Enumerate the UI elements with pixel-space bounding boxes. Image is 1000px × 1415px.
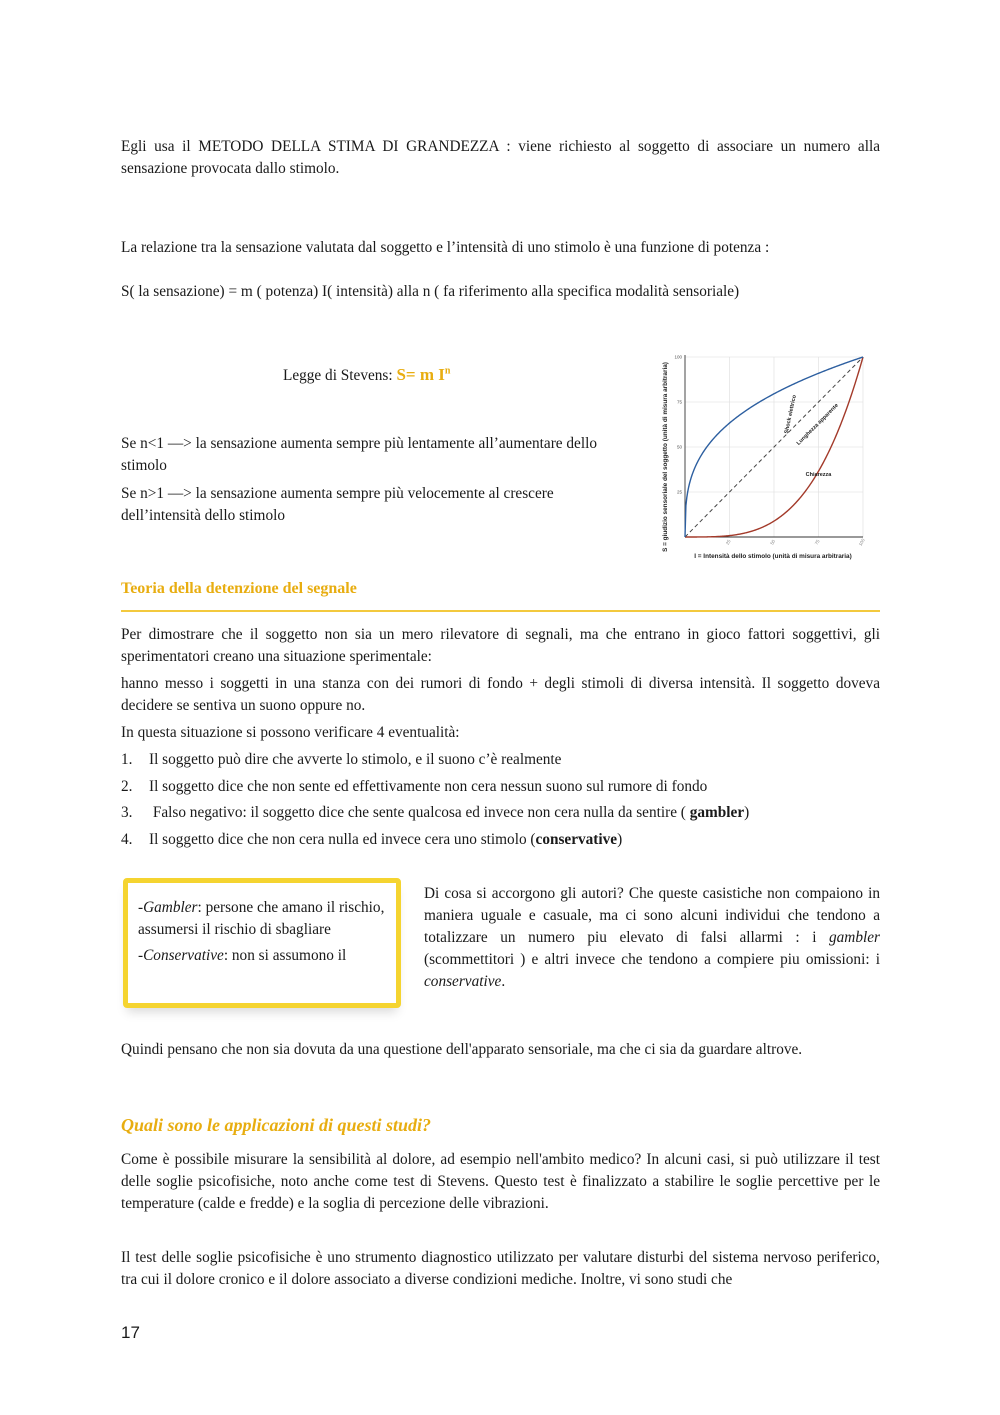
paragraph-3: In questa situazione si possono verificare 4 eventualità:: [121, 724, 460, 741]
formula-description: S( la sensazione) = m ( potenza) I( intensità) alla n ( fa riferimento alla specifica modalità sensoriale): [121, 283, 740, 300]
x-tick-label: 50: [769, 538, 777, 546]
definitions-box: [123, 878, 401, 1008]
paragraph-1: Per dimostrare che il soggetto non sia un mero rilevatore di segnali, ma che entrano in gioco fattori soggettivi, gli sperimentatori creano una situazione sperimentale:: [121, 626, 880, 665]
intro-paragraph: Egli usa il METODO DELLA STIMA DI GRANDEZZA : viene richiesto al soggetto di associare un numero alla sensazione provocata dallo stimolo.: [121, 138, 880, 177]
y-tick-label: 100: [674, 354, 682, 360]
page-number: 17: [121, 1323, 140, 1342]
y-tick-label: 50: [676, 444, 682, 450]
gambler-definition: -Gambler: persone che amano il rischio, assumersi il rischio di sbagliare: [138, 899, 385, 938]
list-item: 1. Il soggetto può dire che avverte lo stimolo, e il suono c’è realmente: [121, 751, 562, 768]
n-less-than-one: Se n<1 —> la sensazione aumenta sempre più lentamente all’aumentare dello stimolo: [121, 435, 597, 474]
chart-y-label: S = giudizio sensoriale del soggetto (unità di misura arbitraria): [662, 362, 669, 552]
stevens-label: Legge di Stevens:: [283, 367, 397, 384]
conclusion-paragraph: Quindi pensano che non sia dovuta da una questione dell'apparato sensoriale, ma che ci sia da guardare altrove.: [121, 1041, 803, 1058]
chart-x-label: I = Intensità dello stimolo (unità di misura arbitraria): [694, 553, 852, 560]
authors-observation: Di cosa si accorgono gli autori? Che queste casistiche non compaiono in maniera uguale e casuale, ma ci sono alcuni individui che tendono a totalizzare un numero piu elevato di falsi allarmi : i gambler (scommettitori ) e altri invece che tendono a compiere piu omissioni: i conservative.: [424, 885, 880, 990]
section-heading-signal-detection: Teoria della detenzione del segnale: [121, 580, 357, 597]
conservative-definition: -Conservative: non si assumono il: [138, 947, 347, 964]
relation-paragraph: La relazione tra la sensazione valutata dal soggetto e l’intensità di uno stimolo è una funzione di potenza :: [121, 239, 770, 256]
n-greater-than-one: Se n>1 —> la sensazione aumenta sempre più velocemente al crescere dell’intensità dello stimolo: [121, 485, 554, 524]
paragraph-2: hanno messo i soggetti in una stanza con dei rumori di fondo + degli stimoli di diversa intensità. Il soggetto doveva decidere se sentiva un suono oppure no.: [121, 675, 880, 714]
stevens-formula: S= m $I^n$: [396, 365, 451, 384]
series-label: Lunghezza apparente: [795, 402, 840, 447]
x-tick-label: 25: [724, 538, 732, 546]
list-item: 2. Il soggetto dice che non sente ed effettivamente non cera nessun suono sul rumore di fondo: [121, 778, 708, 795]
stevens-law: [283, 365, 450, 385]
y-tick-label: 75: [676, 399, 682, 405]
list-item: 3. Falso negativo: il soggetto dice che sente qualcosa ed invece non cera nulla da sentire ( gambler): [121, 804, 750, 821]
y-tick-label: 25: [676, 489, 682, 495]
x-tick-label: 75: [813, 538, 821, 546]
applications-paragraph-2: Il test delle soglie psicofisiche è uno strumento diagnostico utilizzato per valutare disturbi del sistema nervoso periferico, tra cui il dolore cronico e il dolore associato a diverse condizioni mediche. Inoltre, vi sono studi che: [121, 1249, 880, 1288]
list-item: 4. Il soggetto dice che non cera nulla ed invece cera uno stimolo (conservative): [121, 831, 623, 848]
x-tick-label: 100: [857, 537, 866, 547]
series-label: Shock elettrico: [783, 394, 798, 435]
applications-paragraph-1: Come è possibile misurare la sensibilità al dolore, ad esempio nell'ambito medico? In alcuni casi, si può utilizzare il test delle soglie psicofisiche, noto anche come test di Stevens. Questo test è finalizzato a stabilire le soglie percettive per le temperature (calde e fredde) e la soglia di percezione delle vibrazioni.: [121, 1151, 880, 1212]
series-label: Chiarezza: [805, 471, 832, 478]
section-heading-applications: Quali sono le applicazioni di questi studi?: [121, 1115, 432, 1135]
stevens-chart: [650, 340, 880, 570]
section-divider: [121, 610, 880, 612]
